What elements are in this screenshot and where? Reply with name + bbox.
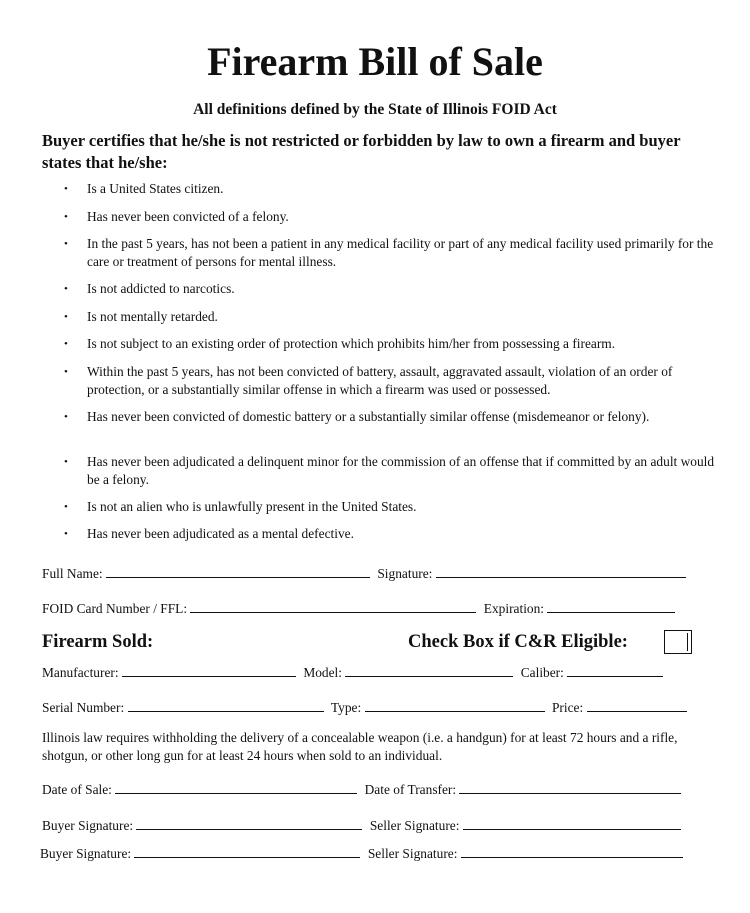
- bullet-icon: •: [64, 528, 68, 540]
- buyer-signature-label: Buyer Signature:: [42, 818, 134, 833]
- buyer-signature-field[interactable]: [134, 845, 360, 858]
- document-title: Firearm Bill of Sale: [207, 39, 543, 84]
- seller-signature-field[interactable]: [463, 817, 681, 830]
- criterion-text: Has never been adjudicated as a mental defective.: [87, 526, 354, 541]
- criterion-text: Has never been convicted of a felony.: [87, 209, 289, 224]
- bullet-icon: •: [64, 311, 68, 323]
- buyer-certification-intro: Buyer certifies that he/she is not restricted or forbidden by law to own a firearm and buyer states that he/she:: [42, 131, 681, 172]
- seller-signature-label: Seller Signature:: [369, 818, 460, 833]
- bullet-icon: •: [64, 338, 68, 350]
- price-label: Price:: [551, 700, 584, 715]
- criterion-text: Has never been convicted of domestic battery or a substantially similar offense (misdemeanor or felony).: [87, 409, 650, 424]
- bullet-icon: •: [64, 501, 68, 513]
- manufacturer-field[interactable]: [122, 664, 296, 677]
- seller-signature-label: Seller Signature:: [367, 846, 458, 861]
- type-label: Type:: [330, 700, 362, 715]
- caliber-field[interactable]: [567, 664, 663, 677]
- model-field[interactable]: [345, 664, 513, 677]
- full-name-row: [42, 565, 686, 583]
- buyer-signature-label: Buyer Signature:: [40, 846, 132, 861]
- buyer-signature-field[interactable]: [136, 817, 362, 830]
- criterion-text: Is not addicted to narcotics.: [87, 281, 235, 296]
- manufacturer-label: Manufacturer:: [42, 665, 119, 680]
- date-of-transfer-field[interactable]: [459, 781, 681, 794]
- firearm-sold-heading: Firearm Sold:: [42, 632, 154, 652]
- expiration-label: Expiration:: [483, 601, 545, 616]
- seller-signature-field[interactable]: [461, 845, 683, 858]
- caliber-label: Caliber:: [520, 665, 564, 680]
- foid-row: [42, 600, 675, 618]
- serial-number-field[interactable]: [128, 699, 324, 712]
- date-of-sale-field[interactable]: [115, 781, 357, 794]
- criterion-text: Is a United States citizen.: [87, 181, 224, 196]
- bullet-icon: •: [64, 456, 68, 468]
- criterion-text: Is not mentally retarded.: [87, 309, 218, 324]
- bullet-icon: •: [64, 283, 68, 295]
- criterion-text: Is not an alien who is unlawfully present in the United States.: [87, 499, 417, 514]
- signature-field[interactable]: [436, 565, 686, 578]
- bullet-icon: •: [64, 366, 68, 378]
- full-name-field[interactable]: [106, 565, 370, 578]
- bullet-icon: •: [64, 183, 68, 195]
- criterion-text: In the past 5 years, has not been a patient in any medical facility or part of any medical facility used primarily for the care or treatment of persons for mental illness.: [87, 236, 714, 269]
- serial-number-label: Serial Number:: [42, 700, 125, 715]
- price-field[interactable]: [587, 699, 687, 712]
- foid-card-label: FOID Card Number / FFL:: [42, 601, 188, 616]
- signatures-row: [42, 817, 681, 835]
- date-of-transfer-label: Date of Transfer:: [364, 782, 457, 797]
- model-label: Model:: [303, 665, 342, 680]
- cr-eligible-label: Check Box if C&R Eligible:: [408, 632, 628, 652]
- date-of-sale-label: Date of Sale:: [42, 782, 112, 797]
- holding-period-notice: Illinois law requires withholding the delivery of a concealable weapon (i.e. a handgun) for at least 72 hours and a rifle, shotgun, or other long gun for at least 24 hours when sold to an individual.: [42, 730, 678, 763]
- dates-row: [42, 781, 681, 799]
- document-subtitle: All definitions defined by the State of Illinois FOID Act: [193, 101, 557, 118]
- manufacturer-row: [42, 664, 663, 682]
- cr-eligible-checkbox[interactable]: [664, 630, 692, 654]
- bullet-icon: •: [64, 211, 68, 223]
- expiration-field[interactable]: [547, 600, 675, 613]
- serial-row: [42, 699, 687, 717]
- signature-label: Signature:: [377, 566, 433, 581]
- full-name-label: Full Name:: [42, 566, 103, 581]
- type-field[interactable]: [365, 699, 545, 712]
- bullet-icon: •: [64, 238, 68, 250]
- criterion-text: Has never been adjudicated a delinquent minor for the commission of an offense that if committed by an adult would be a felony.: [87, 454, 715, 487]
- signatures-row: [40, 845, 683, 863]
- criterion-text: Is not subject to an existing order of protection which prohibits him/her from possessing a firearm.: [87, 336, 616, 351]
- criterion-text: Within the past 5 years, has not been convicted of battery, assault, aggravated assault, violation of an order of protection, or a substantially similar offense in which a firearm was used or possessed.: [87, 364, 673, 397]
- foid-card-field[interactable]: [190, 600, 476, 613]
- bullet-icon: •: [64, 411, 68, 423]
